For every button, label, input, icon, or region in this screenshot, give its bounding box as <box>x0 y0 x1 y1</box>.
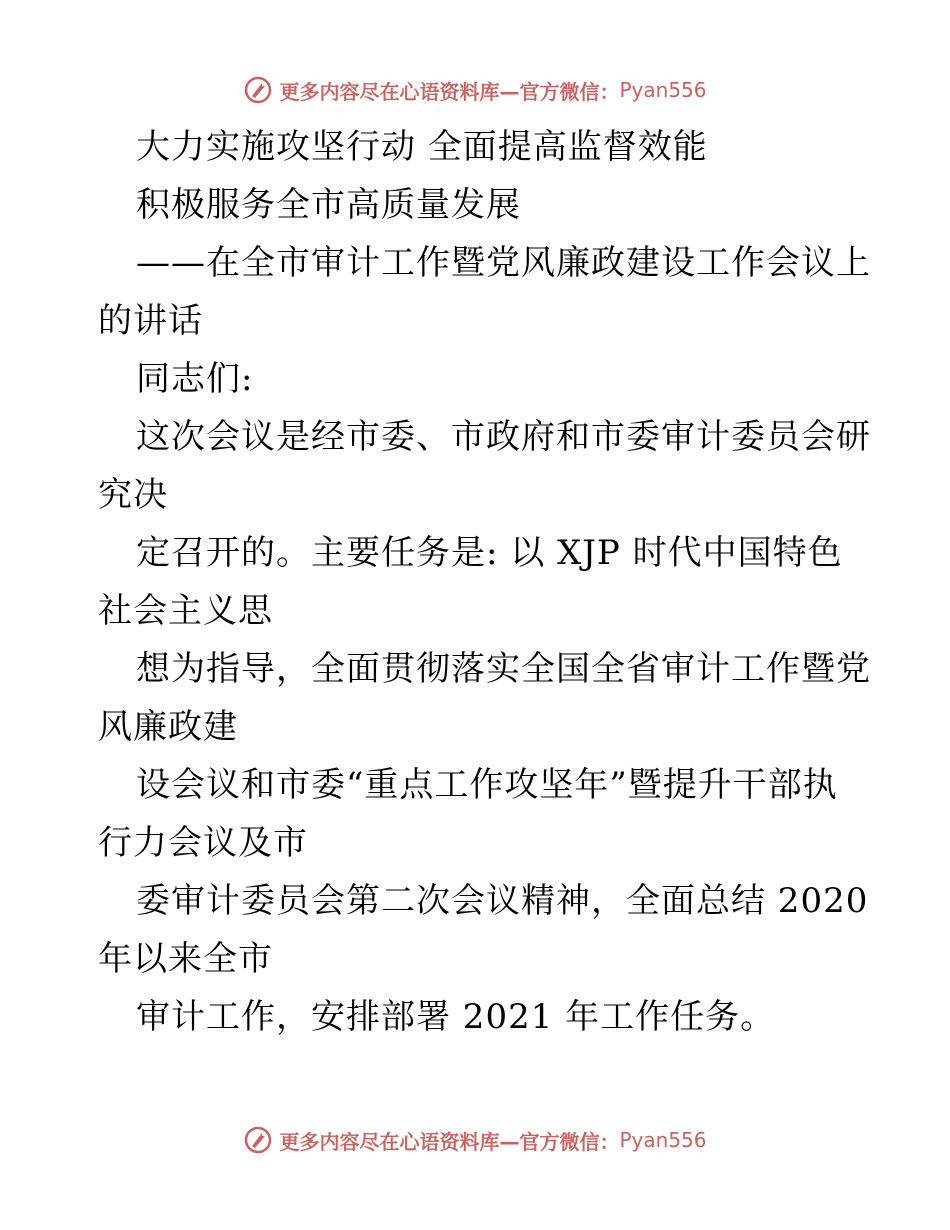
text-line: 想为指导，全面贯彻落实全国全省审计工作暨党 <box>136 649 871 689</box>
pen-nib-logo-icon <box>243 75 273 105</box>
text-line: 究决 <box>98 475 168 515</box>
text-line: 风廉政建 <box>98 707 238 747</box>
watermark-handle: Pyan556 <box>619 1128 707 1152</box>
text-line: 行力会议及市 <box>98 823 308 863</box>
pen-nib-logo-icon <box>243 1125 273 1155</box>
text-line: 年以来全市 <box>98 939 273 979</box>
text-line: 这次会议是经市委、市政府和市委审计委员会研 <box>136 417 871 457</box>
document-body <box>98 118 871 1046</box>
text-line: 委审计委员会第二次会议精神，全面总结 2020 <box>136 881 869 921</box>
text-line: 设会议和市委“重点工作攻坚年”暨提升干部执 <box>136 765 838 805</box>
text-line: 社会主义思 <box>98 591 273 631</box>
watermark-handle: Pyan556 <box>619 78 707 102</box>
text-line: 积极服务全市高质量发展 <box>136 185 521 225</box>
text-line: 大力实施攻坚行动 全面提高监督效能 <box>136 127 708 167</box>
text-line: 审计工作，安排部署 2021 年工作任务。 <box>136 997 776 1037</box>
watermark-text: 更多内容尽在心语资料库—官方微信： <box>279 1129 620 1154</box>
text-line: 同志们: <box>136 359 254 399</box>
text-line: 定召开的。主要任务是: 以 XJP 时代中国特色 <box>136 533 843 573</box>
footer-watermark <box>0 1120 950 1160</box>
text-line: ——在全市审计工作暨党风廉政建设工作会议上 <box>136 243 871 283</box>
watermark-text: 更多内容尽在心语资料库—官方微信： <box>279 79 620 104</box>
header-watermark <box>0 70 950 110</box>
text-line: 的讲话 <box>98 301 203 341</box>
